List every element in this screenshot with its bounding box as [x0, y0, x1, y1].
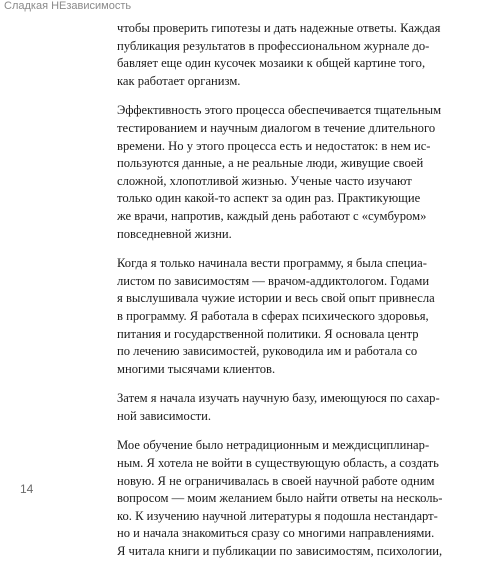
text-line: ко. К изучению научной литературы я подошла нестандарт- [117, 508, 438, 523]
text-line: Я читала книги и публикации по зависимостям, психологии, [117, 544, 443, 559]
text-line: времени. Но у этого процесса есть и недостаток: в нем ис- [117, 138, 431, 153]
text-line: новую. Я не ограничивалась в своей научной работе одним [117, 473, 435, 488]
text-line: питания и государственной политики. Я основала центр [117, 326, 419, 341]
text-line: многими тысячами клиентов. [117, 361, 276, 376]
text-line: бавляет еще один кусочек мозаики к общей картине того, [117, 56, 426, 71]
text-line: же врачи, напротив, каждый день работают с «сумбуром» [117, 208, 427, 223]
text-line: ной зависимости. [117, 408, 212, 423]
text-line: я выслушивала чужие истории и весь свой опыт привнесла [117, 291, 435, 306]
text-line: только один какой-то аспект за один раз. Практикующие [117, 191, 421, 206]
paragraph-4 [117, 390, 440, 425]
text-line: листом по зависимостям — врачом-аддиктологом. Годами [117, 273, 430, 288]
text-line: Мое обучение было нетрадиционным и междисциплинар- [117, 438, 430, 453]
text-line: чтобы проверить гипотезы и дать надежные ответы. Каждая [117, 21, 441, 35]
text-line: пользуются данные, а не реальные люди, живущие своей [117, 156, 424, 171]
text-line: Затем я начала изучать научную базу, имеющуюся по сахар- [117, 391, 440, 406]
text-line: повседневной жизни. [117, 226, 232, 241]
text-line: но и начала знакомиться сразу со многими направлениями. [117, 526, 435, 541]
text-line: в программу. Я работала в сферах психического здоровья, [117, 308, 429, 323]
text-line: публикация результатов в профессиональном журнале до- [117, 38, 430, 53]
text-line: ным. Я хотела не войти в существующую область, а создать [117, 456, 439, 471]
text-line: сложной, хлопотливой жизнью. Ученые часто изучают [117, 173, 412, 188]
page-number: 14 [20, 482, 34, 496]
text-line: как работает организм. [117, 73, 241, 88]
text-line: по лечению зависимостей, руководила им и работала со [117, 344, 418, 359]
text-line: вопросом — моим желанием было найти ответы на несколь- [117, 491, 443, 506]
text-line: Когда я только начинала вести программу, я была специа- [117, 256, 427, 271]
body-text [117, 20, 443, 573]
text-line: Эффективность этого процесса обеспечивается тщательным [117, 103, 442, 118]
paragraph-3 [117, 255, 435, 378]
paragraph-2 [117, 102, 442, 243]
paragraph-5 [117, 437, 443, 560]
text-line: тестированием и научным диалогом в течение длительного [117, 120, 436, 135]
paragraph-1 [117, 20, 441, 90]
running-header-title: Сладкая НЕзависимость [4, 0, 132, 12]
